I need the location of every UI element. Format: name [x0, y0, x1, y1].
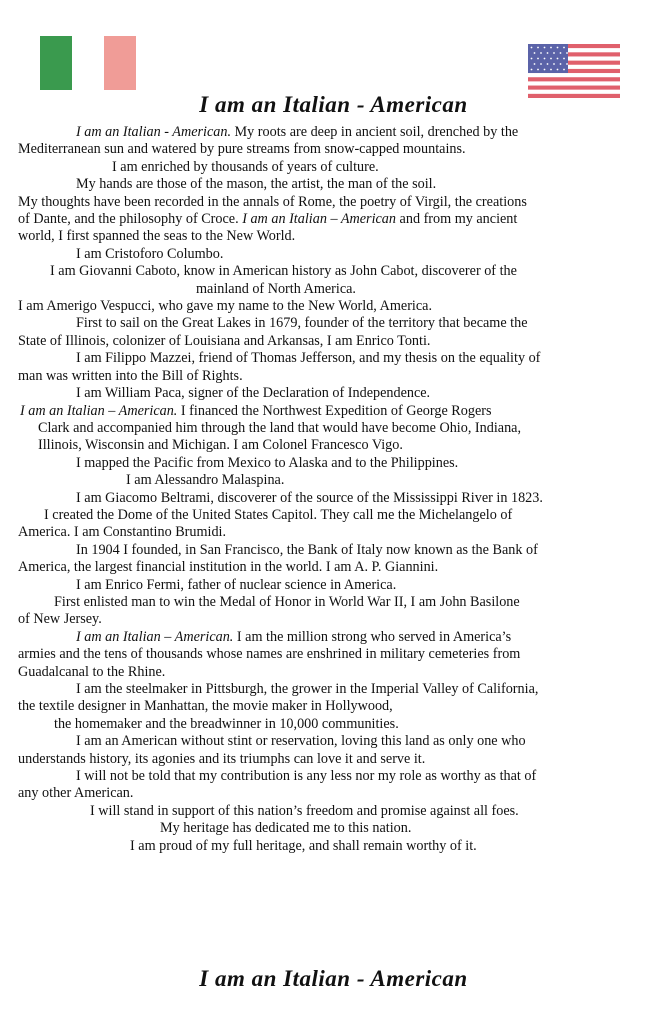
text-line [18, 420, 650, 437]
flag-star [537, 69, 539, 71]
text-line [18, 646, 650, 663]
flag-star [550, 69, 552, 71]
text-segment: I mapped the Pacific from Mexico to Alaska and to the Philippines. [76, 454, 459, 471]
text-line [18, 785, 650, 802]
text-line [18, 194, 650, 211]
footer-title: I am an Italian - American [199, 966, 468, 991]
italic-phrase: I am an Italian - American. [76, 124, 231, 140]
text-line [18, 681, 650, 698]
flag-star [563, 58, 565, 60]
text-segment: armies and the tens of thousands whose names are enshrined in military cemeteries from [18, 646, 521, 663]
text-segment: Illinois, Wisconsin and Michigan. I am Colonel Francesco Vigo. [38, 437, 403, 454]
text-segment: First to sail on the Great Lakes in 1679, founder of the territory that became the [76, 315, 528, 332]
text-line [18, 594, 650, 611]
italic-phrase: I am an Italian – American [242, 211, 396, 228]
text-line [18, 559, 650, 576]
text-segment: I am Alessandro Malaspina. [126, 472, 285, 489]
text-line [18, 768, 650, 785]
text-line [18, 698, 650, 715]
flag-stripe [528, 81, 620, 85]
page-title: I am an Italian - American [199, 92, 468, 117]
flag-stripe-red [104, 36, 136, 90]
text-line [18, 820, 650, 837]
text-line [18, 159, 650, 176]
flag-stripe [528, 86, 620, 90]
text-segment: world, I first spanned the seas to the New World. [18, 228, 296, 245]
text-segment: I am enriched by thousands of years of culture. [112, 158, 379, 175]
text-line [18, 333, 650, 350]
flag-stripe [528, 73, 620, 77]
text-line [18, 246, 650, 263]
text-line [18, 281, 650, 298]
flag-star [540, 52, 542, 54]
italian-flag-icon [40, 36, 136, 90]
flag-star [534, 52, 536, 54]
text-segment: In 1904 I founded, in San Francisco, the Bank of Italy now known as the Bank of [76, 541, 538, 558]
text-line [18, 124, 650, 141]
text-line [18, 716, 650, 733]
text-segment: mainland of North America. [196, 280, 356, 297]
flag-star [537, 58, 539, 60]
text-line [18, 507, 650, 524]
text-line [18, 733, 650, 750]
text-segment: and from my ancient [396, 211, 518, 228]
text-segment: First enlisted man to win the Medal of Honor in World War II, I am John Basilone [54, 593, 520, 610]
flag-stripe [528, 77, 620, 81]
text-line [18, 176, 650, 193]
italic-phrase: I am an Italian – American. [76, 628, 234, 645]
text-line [18, 315, 650, 332]
text-line [18, 524, 650, 541]
flag-star [550, 47, 552, 49]
text-segment: understands history, its agonies and its triumphs can love it and serve it. [18, 750, 426, 767]
american-flag-icon [528, 44, 620, 98]
text-segment: America. I am Constantino Brumidi. [18, 524, 227, 541]
flag-stripe-white [72, 36, 104, 90]
text-line [18, 629, 650, 646]
flag-star [544, 47, 546, 49]
text-segment: I financed the Northwest Expedition of George Rogers [177, 402, 492, 419]
text-line [18, 664, 650, 681]
text-line [18, 803, 650, 820]
text-segment: I am Cristoforo Columbo. [76, 245, 224, 262]
flag-star [547, 63, 549, 65]
flag-star [563, 47, 565, 49]
text-segment: State of Illinois, colonizer of Louisiana and Arkansas, I am Enrico Tonti. [18, 332, 431, 349]
flag-star [553, 63, 555, 65]
flag-star [566, 52, 568, 54]
text-line [18, 350, 650, 367]
flag-star [547, 52, 549, 54]
text-segment: I am Amerigo Vespucci, who gave my name to the New World, America. [18, 298, 432, 315]
flag-star [537, 47, 539, 49]
text-line [18, 403, 650, 420]
text-segment: any other American. [18, 785, 134, 802]
text-line [18, 751, 650, 768]
flag-canton [528, 44, 568, 73]
text-segment: I am the million strong who served in America’s [233, 628, 512, 645]
flag-star [544, 69, 546, 71]
text-segment: man was written into the Bill of Rights. [18, 367, 243, 384]
text-line [18, 141, 650, 158]
text-segment: of Dante, and the philosophy of Croce. [18, 211, 243, 228]
text-segment: I am Giovanni Caboto, know in American history as John Cabot, discoverer of the [50, 263, 517, 280]
text-line [18, 577, 650, 594]
text-line [18, 542, 650, 559]
text-line [18, 490, 650, 507]
text-line [18, 368, 650, 385]
flag-star [553, 52, 555, 54]
flag-star [563, 69, 565, 71]
text-segment: I am Filippo Mazzei, friend of Thomas Jefferson, and my thesis on the equality of [76, 350, 541, 367]
flag-stripe-green [40, 36, 72, 90]
flag-star [544, 58, 546, 60]
text-segment: the textile designer in Manhattan, the movie maker in Hollywood, [18, 698, 393, 715]
flag-star [557, 58, 559, 60]
text-segment: I am proud of my full heritage, and shall remain worthy of it. [130, 837, 477, 854]
flag-star [560, 63, 562, 65]
document-body [18, 124, 650, 855]
text-segment: of New Jersey. [18, 611, 102, 628]
text-segment: My hands are those of the mason, the artist, the man of the soil. [76, 176, 437, 193]
text-segment: I am an American without stint or reservation, loving this land as only one who [76, 733, 526, 750]
text-line [18, 211, 650, 228]
text-segment: Clark and accompanied him through the land that would have become Ohio, Indiana, [38, 419, 522, 436]
flag-star [557, 47, 559, 49]
text-line [18, 437, 650, 454]
flag-star [540, 63, 542, 65]
text-segment: I am Giacomo Beltrami, discoverer of the source of the Mississippi River in 1823. [76, 489, 543, 506]
flag-star [534, 63, 536, 65]
flag-star [531, 69, 533, 71]
text-line [18, 838, 650, 855]
text-segment: I am the steelmaker in Pittsburgh, the grower in the Imperial Valley of California, [76, 681, 539, 697]
text-line [18, 298, 650, 315]
text-segment: Guadalcanal to the Rhine. [18, 663, 166, 680]
flag-star [531, 58, 533, 60]
text-line [18, 228, 650, 245]
text-segment: My roots are deep in ancient soil, drenched by the [231, 124, 519, 140]
text-segment: I am William Paca, signer of the Declaration of Independence. [76, 385, 431, 402]
text-line [18, 472, 650, 489]
text-segment: I will stand in support of this nation’s freedom and promise against all foes. [90, 802, 519, 819]
text-line [18, 455, 650, 472]
text-line [18, 611, 650, 628]
flag-star [550, 58, 552, 60]
text-segment: I am Enrico Fermi, father of nuclear science in America. [76, 576, 397, 593]
text-line [18, 263, 650, 280]
text-segment: America, the largest financial institution in the world. I am A. P. Giannini. [18, 559, 439, 576]
flag-star [560, 52, 562, 54]
flag-star [557, 69, 559, 71]
flag-star [566, 63, 568, 65]
italic-phrase: I am an Italian – American. [20, 402, 178, 419]
text-segment: Mediterranean sun and watered by pure streams from snow-capped mountains. [18, 141, 466, 158]
flag-star [531, 47, 533, 49]
text-segment: My heritage has dedicated me to this nation. [160, 820, 412, 837]
text-segment: I will not be told that my contribution is any less nor my role as worthy as that of [76, 768, 537, 785]
text-line [18, 385, 650, 402]
text-segment: My thoughts have been recorded in the annals of Rome, the poetry of Virgil, the creations [18, 193, 527, 210]
text-segment: I created the Dome of the United States Capitol. They call me the Michelangelo of [44, 506, 513, 523]
text-segment: the homemaker and the breadwinner in 10,000 communities. [54, 715, 399, 732]
